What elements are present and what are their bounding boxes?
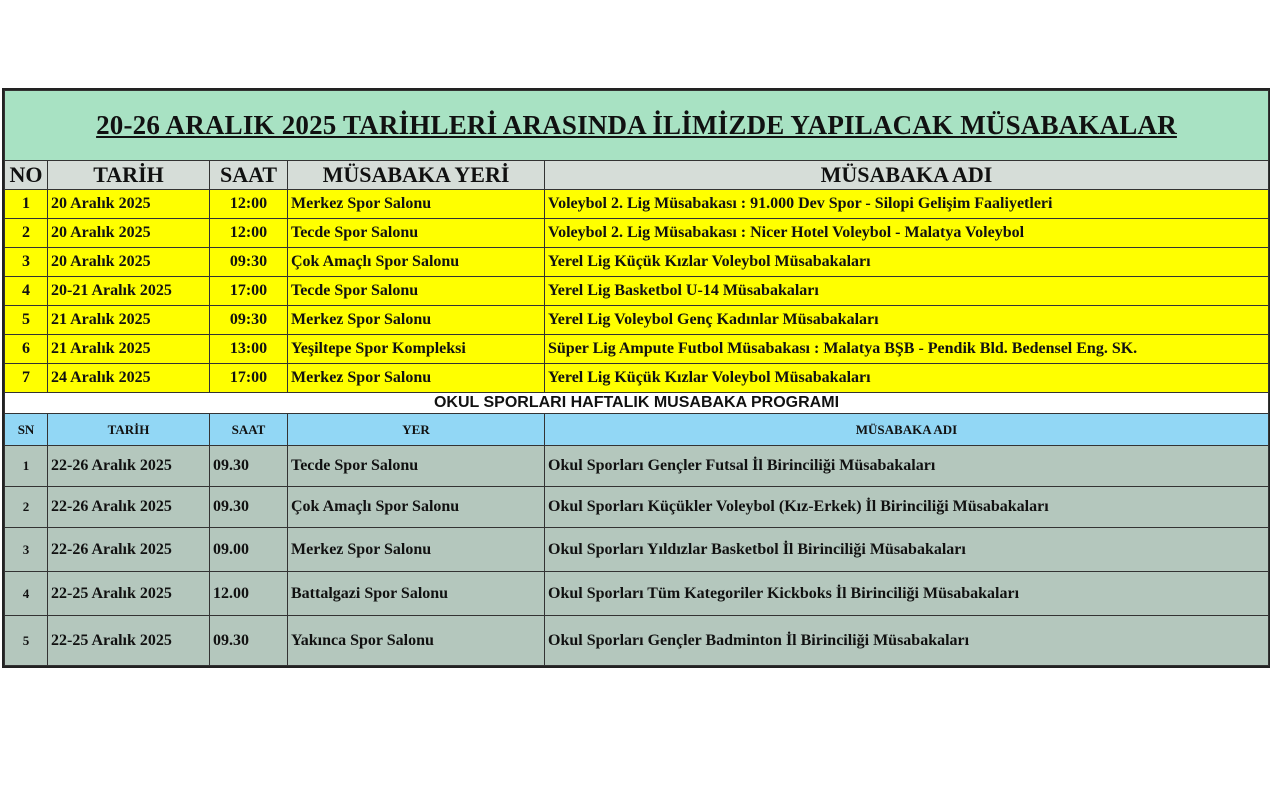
title-row (5, 91, 1269, 161)
table2-cell-date: 22-26 Aralık 2025 (48, 528, 210, 572)
table1-cell-date: 20-21 Aralık 2025 (48, 277, 210, 306)
table1-row (5, 248, 1269, 277)
table2-header-time: SAAT (210, 414, 288, 446)
table1-cell-date: 21 Aralık 2025 (48, 306, 210, 335)
table2-header-event: MÜSABAKA ADI (545, 414, 1269, 446)
table1-cell-venue: Merkez Spor Salonu (288, 190, 545, 219)
table2-cell-venue: Çok Amaçlı Spor Salonu (288, 487, 545, 528)
table2-cell-time: 12.00 (210, 572, 288, 616)
table1-cell-time: 12:00 (210, 190, 288, 219)
table2-cell-event: Okul Sporları Yıldızlar Basketbol İl Birinciliği Müsabakaları (545, 528, 1269, 572)
table1-cell-no: 5 (5, 306, 48, 335)
table2-cell-date: 22-25 Aralık 2025 (48, 616, 210, 666)
table1-header-date: TARİH (48, 161, 210, 190)
table2-cell-date: 22-26 Aralık 2025 (48, 446, 210, 487)
table1-header-time: SAAT (210, 161, 288, 190)
table1-cell-time: 12:00 (210, 219, 288, 248)
table1-cell-event: Yerel Lig Küçük Kızlar Voleybol Müsabakaları (545, 364, 1269, 393)
table2-cell-time: 09.00 (210, 528, 288, 572)
table2-cell-venue: Tecde Spor Salonu (288, 446, 545, 487)
table2-cell-no: 2 (5, 487, 48, 528)
table1-cell-time: 13:00 (210, 335, 288, 364)
section-subtitle: OKUL SPORLARI HAFTALIK MUSABAKA PROGRAMI (5, 393, 1269, 414)
page-title: 20-26 ARALIK 2025 TARİHLERİ ARASINDA İLİMİZDE YAPILACAK MÜSABAKALAR (5, 91, 1269, 161)
table1-cell-venue: Tecde Spor Salonu (288, 277, 545, 306)
table1-row (5, 306, 1269, 335)
table1-cell-no: 4 (5, 277, 48, 306)
table1-cell-date: 24 Aralık 2025 (48, 364, 210, 393)
table1-cell-event: Voleybol 2. Lig Müsabakası : Nicer Hotel Voleybol - Malatya Voleybol (545, 219, 1269, 248)
schedule-table (4, 90, 1269, 666)
table2-row (5, 572, 1269, 616)
table1-cell-venue: Merkez Spor Salonu (288, 364, 545, 393)
table2-cell-no: 3 (5, 528, 48, 572)
table2-cell-date: 22-26 Aralık 2025 (48, 487, 210, 528)
table1-cell-no: 6 (5, 335, 48, 364)
table2-header-venue: YER (288, 414, 545, 446)
table2-row (5, 616, 1269, 666)
table2-header-date: TARİH (48, 414, 210, 446)
table1-cell-event: Voleybol 2. Lig Müsabakası : 91.000 Dev Spor - Silopi Gelişim Faaliyetleri (545, 190, 1269, 219)
table1-cell-venue: Yeşiltepe Spor Kompleksi (288, 335, 545, 364)
table2-cell-time: 09.30 (210, 487, 288, 528)
table2-cell-venue: Merkez Spor Salonu (288, 528, 545, 572)
table2-header-sn: SN (5, 414, 48, 446)
table1-cell-date: 20 Aralık 2025 (48, 219, 210, 248)
table2-cell-date: 22-25 Aralık 2025 (48, 572, 210, 616)
table2-cell-time: 09.30 (210, 446, 288, 487)
table1-cell-time: 17:00 (210, 364, 288, 393)
table2-cell-no: 1 (5, 446, 48, 487)
table1-header-no: NO (5, 161, 48, 190)
table2-cell-venue: Battalgazi Spor Salonu (288, 572, 545, 616)
table1-cell-date: 20 Aralık 2025 (48, 248, 210, 277)
table2-row (5, 446, 1269, 487)
table1-header-event: MÜSABAKA ADI (545, 161, 1269, 190)
table2-row (5, 528, 1269, 572)
table1-cell-event: Yerel Lig Küçük Kızlar Voleybol Müsabakaları (545, 248, 1269, 277)
table1-row (5, 335, 1269, 364)
table2-cell-no: 4 (5, 572, 48, 616)
table2-cell-event: Okul Sporları Gençler Futsal İl Birinciliği Müsabakaları (545, 446, 1269, 487)
table2-cell-event: Okul Sporları Küçükler Voleybol (Kız-Erkek) İl Birinciliği Müsabakaları (545, 487, 1269, 528)
table2-cell-time: 09.30 (210, 616, 288, 666)
table1-row (5, 219, 1269, 248)
table1-cell-venue: Merkez Spor Salonu (288, 306, 545, 335)
table1-header-row (5, 161, 1269, 190)
table1-cell-no: 1 (5, 190, 48, 219)
table2-row (5, 487, 1269, 528)
table2-header-row (5, 414, 1269, 446)
table1-cell-no: 7 (5, 364, 48, 393)
table1-row (5, 277, 1269, 306)
table1-cell-event: Yerel Lig Basketbol U-14 Müsabakaları (545, 277, 1269, 306)
schedule-sheet (2, 88, 1270, 668)
table1-cell-event: Yerel Lig Voleybol Genç Kadınlar Müsabakaları (545, 306, 1269, 335)
table1-row (5, 364, 1269, 393)
table2-cell-no: 5 (5, 616, 48, 666)
table1-cell-event: Süper Lig Ampute Futbol Müsabakası : Malatya BŞB - Pendik Bld. Bedensel Eng. SK. (545, 335, 1269, 364)
table1-cell-time: 09:30 (210, 306, 288, 335)
table1-cell-time: 17:00 (210, 277, 288, 306)
subtitle-row (5, 393, 1269, 414)
table2-cell-event: Okul Sporları Gençler Badminton İl Birinciliği Müsabakaları (545, 616, 1269, 666)
table1-cell-time: 09:30 (210, 248, 288, 277)
table1-cell-venue: Çok Amaçlı Spor Salonu (288, 248, 545, 277)
table1-cell-no: 2 (5, 219, 48, 248)
table1-header-venue: MÜSABAKA YERİ (288, 161, 545, 190)
table1-row (5, 190, 1269, 219)
table1-cell-date: 20 Aralık 2025 (48, 190, 210, 219)
table1-cell-date: 21 Aralık 2025 (48, 335, 210, 364)
table2-cell-event: Okul Sporları Tüm Kategoriler Kickboks İl Birinciliği Müsabakaları (545, 572, 1269, 616)
table1-cell-venue: Tecde Spor Salonu (288, 219, 545, 248)
table1-cell-no: 3 (5, 248, 48, 277)
table2-cell-venue: Yakınca Spor Salonu (288, 616, 545, 666)
